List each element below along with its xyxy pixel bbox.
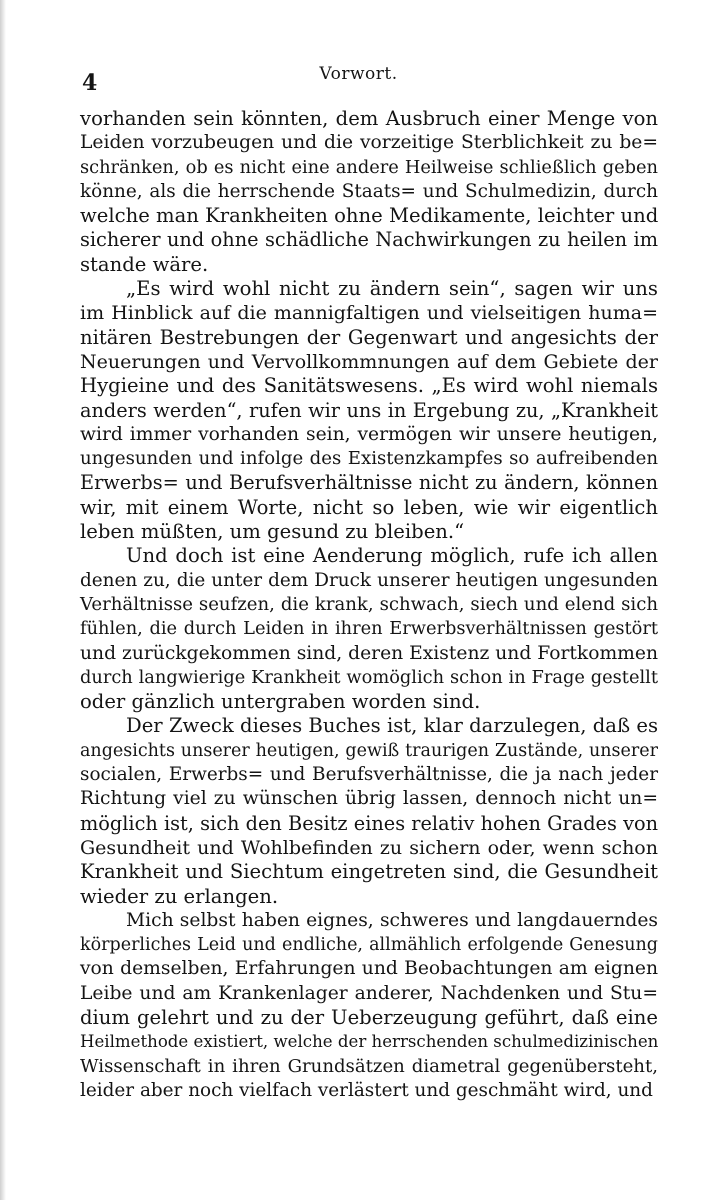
text-line: durch langwierige Krankheit womöglich schon in Frage gestellt [80, 666, 658, 688]
text-line: nitären Bestrebungen der Gegenwart und angesichts der [80, 325, 658, 349]
paragraph [80, 714, 658, 908]
text-line: Leiden vorzubeugen und die vorzeitige Sterblichkeit zu be= [80, 132, 658, 154]
text-line: fühlen, die durch Leiden in ihren Erwerbsverhältnissen gestört [80, 618, 658, 640]
page-number: 4 [82, 70, 98, 96]
text-line: angesichts unserer heutigen, gewiß traurigen Zustände, unserer [80, 740, 658, 761]
text-line: wird immer vorhanden sein, vermögen wir unsere heutigen, [80, 423, 658, 445]
text-line: leider aber noch vielfach verlästert und geschmäht wird, und [80, 1079, 653, 1101]
text-line: welche man Krankheiten ohne Medikamente, leichter und [80, 204, 659, 228]
text-line: im Hinblick auf die mannigfaltigen und vielseitigen huma= [80, 302, 658, 325]
text-line: und zurückgekommen sind, deren Existenz und Fortkommen [80, 642, 658, 664]
text-line: schränken, ob es nicht eine andere Heilweise schließlich geben [80, 156, 658, 178]
text-line: leben müßten, um gesund zu bleiben.“ [80, 520, 465, 544]
text-line: Gesundheit und Wohlbefinden zu sichern oder, wenn schon [80, 836, 658, 859]
paragraph [80, 909, 658, 1103]
text-line: Der Zweck dieses Buches ist, klar darzulegen, daß es [126, 714, 658, 738]
text-line: ungesunden und infolge des Existenzkampfes so aufreibenden [80, 448, 658, 470]
text-line: denen zu, die unter dem Druck unserer heutigen ungesunden [80, 569, 658, 591]
text-line: Leibe und am Krankenlager anderer, Nachdenken und Stu= [80, 982, 658, 1004]
text-line: vorhanden sein könnten, dem Ausbruch einer Menge von [80, 107, 658, 130]
paragraph [80, 277, 658, 544]
text-line: Neuerungen und Vervollkommnungen auf dem Gebiete der [80, 350, 658, 373]
text-line: Heilmethode existiert, welche der herrschenden schulmedizinischen [80, 1032, 659, 1052]
text-line: Erwerbs= und Berufsverhältnisse nicht zu ändern, können [80, 471, 658, 495]
text-line: anders werden“, rufen wir uns in Ergebung zu, „Krankheit [80, 398, 658, 422]
text-line: Mich selbst haben eignes, schweres und langdauerndes [126, 909, 658, 931]
text-line: Wissenschaft in ihren Grundsätzen diametral gegenübersteht, [80, 1055, 658, 1077]
paragraph [80, 107, 658, 277]
text-line: „Es wird wohl nicht zu ändern sein“, sagen wir uns [126, 277, 658, 301]
text-line: Krankheit und Siechtum eingetreten sind, die Gesundheit [80, 860, 658, 884]
text-line: Richtung viel zu wünschen übrig lassen, dennoch nicht un= [80, 788, 658, 810]
text-line: Und doch ist eine Aenderung möglich, rufe ich allen [126, 544, 658, 568]
text-line: wir, mit einem Worte, nicht so leben, wie wir eigentlich [80, 495, 658, 519]
text-line: möglich ist, sich den Besitz eines relativ hohen Grades von [80, 811, 658, 835]
body-text [80, 107, 658, 1103]
text-line: wieder zu erlangen. [80, 884, 279, 908]
text-line: körperliches Leid und endliche, allmählich erfolgende Genesung [80, 935, 658, 956]
running-head: Vorwort. [319, 64, 398, 84]
text-line: stande wäre. [80, 252, 209, 276]
text-line: socialen, Erwerbs= und Berufsverhältnisse, die ja nach jeder [80, 764, 658, 786]
text-line: Verhältnisse seufzen, die krank, schwach, siech und elend sich [80, 593, 658, 615]
paragraph [80, 544, 658, 714]
text-line: oder gänzlich untergraben worden sind. [80, 690, 481, 714]
text-line: sicherer und ohne schädliche Nachwirkungen zu heilen im [80, 228, 658, 252]
text-line: Hygieine und des Sanitätswesens. „Es wird wohl niemals [80, 374, 658, 398]
text-line: dium gelehrt und zu der Ueberzeugung geführt, daß eine [80, 1005, 658, 1029]
text-line: könne, als die herrschende Staats= und Schulmedizin, durch [80, 180, 658, 202]
text-line: von demselben, Erfahrungen und Beobachtungen am eignen [80, 958, 658, 980]
page-edge-shadow [0, 0, 6, 1200]
